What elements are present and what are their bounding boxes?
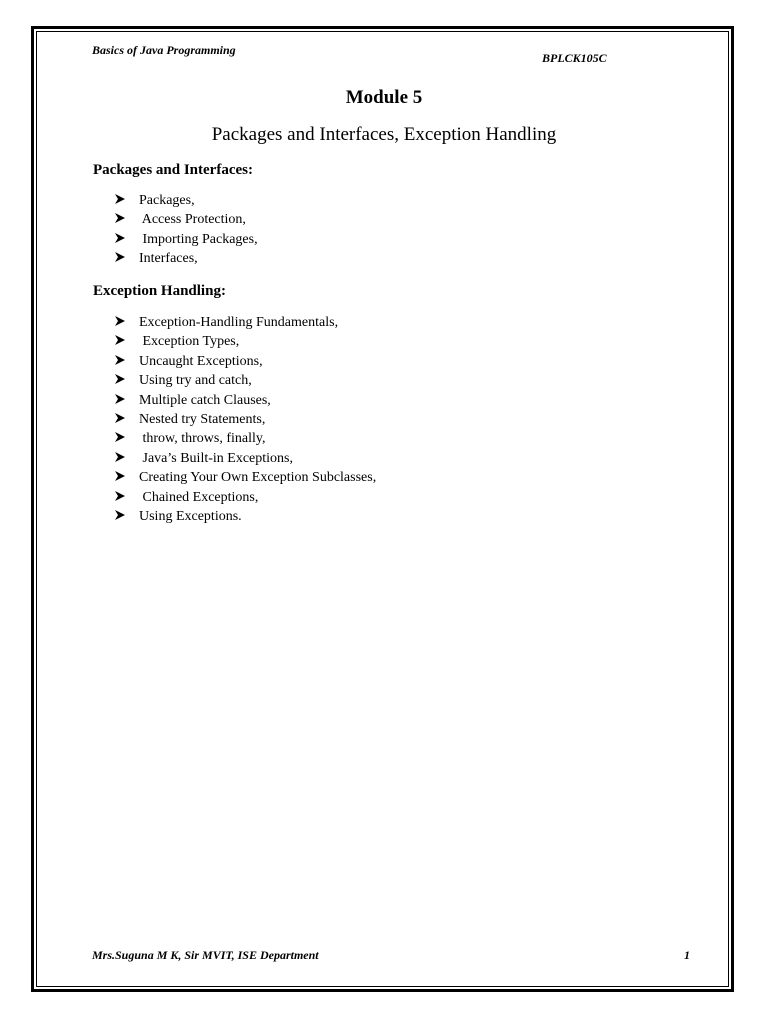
arrowhead-bullet-icon <box>114 470 126 482</box>
footer-author: Mrs.Suguna M K, Sir MVIT, ISE Department <box>92 948 319 962</box>
list-item <box>114 507 376 526</box>
list-item <box>114 191 258 210</box>
list-item-text: Importing Packages, <box>139 231 258 247</box>
list-item-text: Access Protection, <box>139 212 246 228</box>
section-heading-packages: Packages and Interfaces: <box>93 162 253 178</box>
list-item-text: Using Exceptions. <box>139 508 242 524</box>
header-course-title: Basics of Java Programming <box>92 43 236 57</box>
arrowhead-bullet-icon <box>114 393 126 405</box>
list-item <box>114 210 258 229</box>
list-item <box>114 313 376 332</box>
list-item <box>114 449 376 468</box>
arrowhead-bullet-icon <box>114 509 126 521</box>
section-heading-exception-handling: Exception Handling: <box>93 283 226 299</box>
list-item-text: Multiple catch Clauses, <box>139 392 271 408</box>
list-item-text: Java’s Built-in Exceptions, <box>139 450 293 466</box>
module-subtitle: Packages and Interfaces, Exception Handling <box>211 124 557 145</box>
arrowhead-bullet-icon <box>114 251 126 263</box>
list-item-text: Creating Your Own Exception Subclasses, <box>139 470 377 486</box>
list-item <box>114 488 376 507</box>
arrowhead-bullet-icon <box>114 315 126 327</box>
list-item-text: Interfaces, <box>139 251 198 267</box>
arrowhead-bullet-icon <box>114 451 126 463</box>
arrowhead-bullet-icon <box>114 431 126 443</box>
list-item <box>114 352 376 371</box>
list-item <box>114 429 376 448</box>
list-item-text: Exception Types, <box>139 334 240 350</box>
arrowhead-bullet-icon <box>114 354 126 366</box>
list-item-text: Exception-Handling Fundamentals, <box>139 315 339 330</box>
arrowhead-bullet-icon <box>114 232 126 244</box>
list-item <box>114 371 376 390</box>
arrowhead-bullet-icon <box>114 334 126 346</box>
page-number: 1 <box>684 948 690 962</box>
list-item <box>114 410 376 429</box>
list-item-text: throw, throws, finally, <box>139 431 266 447</box>
arrowhead-bullet-icon <box>114 373 126 385</box>
arrowhead-bullet-icon <box>114 193 126 205</box>
list-item-text: Using try and catch, <box>139 373 252 389</box>
list-item <box>114 230 258 249</box>
module-title: Module 5 <box>345 87 423 108</box>
packages-topic-list <box>114 191 258 269</box>
arrowhead-bullet-icon <box>114 490 126 502</box>
list-item <box>114 391 376 410</box>
arrowhead-bullet-icon <box>114 412 126 424</box>
list-item-text: Nested try Statements, <box>139 411 266 427</box>
list-item <box>114 468 376 487</box>
list-item-text: Packages, <box>139 193 195 208</box>
list-item <box>114 249 258 268</box>
exception-topic-list <box>114 313 376 526</box>
arrowhead-bullet-icon <box>114 212 126 224</box>
header-course-code: BPLCK105C <box>542 51 607 65</box>
list-item-text: Uncaught Exceptions, <box>139 353 263 369</box>
list-item <box>114 332 376 351</box>
list-item-text: Chained Exceptions, <box>139 489 259 505</box>
